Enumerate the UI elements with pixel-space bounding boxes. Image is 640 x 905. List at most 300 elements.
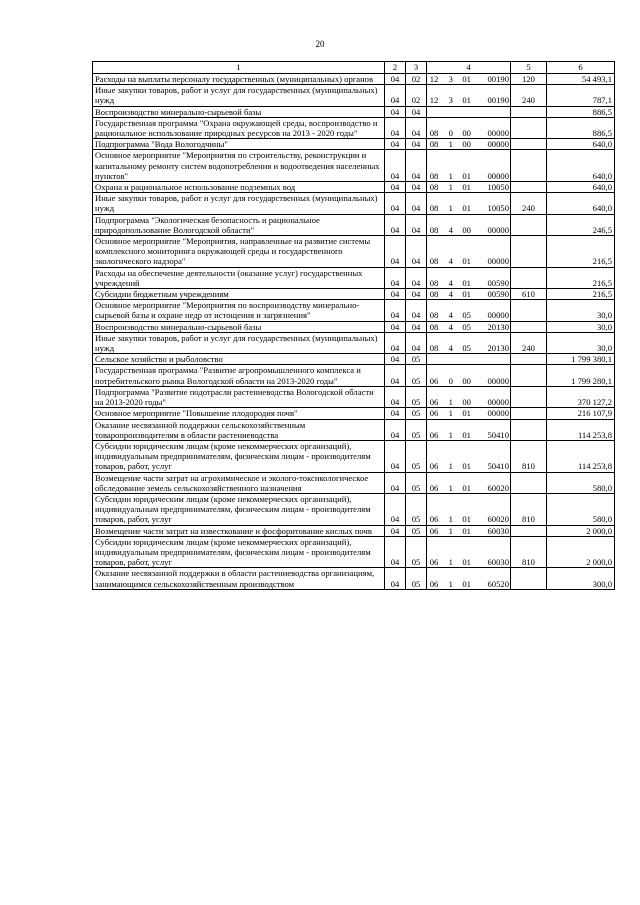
target-article-code-parts	[428, 579, 509, 589]
table-row	[93, 150, 615, 182]
code-part: 1	[448, 578, 453, 589]
code-part: 50410	[487, 429, 509, 440]
code-part: 01	[462, 461, 471, 472]
table-row	[93, 236, 615, 268]
code-part: 10050	[487, 182, 509, 193]
code-part: 01	[462, 578, 471, 589]
code-part: 06	[429, 525, 439, 536]
amount-value: 640,0	[547, 182, 615, 193]
amount-value: 300,0	[547, 568, 615, 589]
code-part: 00	[462, 128, 471, 139]
expense-type-code	[511, 267, 547, 288]
table-row	[93, 332, 615, 353]
section-code: 04	[385, 321, 406, 332]
section-code: 04	[385, 214, 406, 235]
section-code: 04	[385, 408, 406, 419]
row-description: Иные закупки товаров, работ и услуг для государственных (муниципальных) нужд	[93, 85, 385, 106]
row-description: Субсидии юридическим лицам (кроме некоммерческих организаций), индивидуальным предпринимателям, физическим лицам - производителям товаров, работ, услуг	[93, 536, 385, 568]
code-part: 08	[429, 321, 439, 332]
subsection-code: 04	[406, 321, 427, 332]
target-article-code	[427, 493, 511, 525]
code-part: 00000	[487, 408, 509, 419]
code-part: 01	[462, 525, 471, 536]
column-header: 5	[511, 62, 547, 74]
row-description: Подпрограмма "Вода Вологодчины"	[93, 139, 385, 150]
row-description: Оказание несвязанной поддержки сельскохозяйственным товаропроизводителям в области растениеводства	[93, 419, 385, 440]
table-row	[93, 117, 615, 138]
amount-value: 246,5	[547, 214, 615, 235]
amount-value: 370 127,2	[547, 386, 615, 407]
subsection-code: 05	[406, 440, 427, 472]
subsection-code: 05	[406, 419, 427, 440]
expense-type-code	[511, 214, 547, 235]
code-part: 08	[429, 343, 439, 354]
table-row	[93, 493, 615, 525]
code-part: 3	[448, 95, 453, 106]
target-article-code-parts	[428, 397, 509, 407]
expense-type-code	[511, 419, 547, 440]
row-description: Воспроизводство минерально-сырьевой базы	[93, 106, 385, 117]
table-row	[93, 321, 615, 332]
expense-type-code	[511, 236, 547, 268]
section-code: 04	[385, 525, 406, 536]
code-part: 01	[462, 256, 471, 267]
amount-value: 640,0	[547, 193, 615, 214]
target-article-code-parts	[428, 74, 509, 84]
target-article-code-parts	[428, 203, 509, 213]
target-article-code-parts	[428, 182, 509, 192]
target-article-code-parts	[428, 139, 509, 149]
expense-type-code: 810	[511, 536, 547, 568]
code-part: 1	[448, 525, 453, 536]
amount-value: 2 000,0	[547, 525, 615, 536]
section-code: 04	[385, 106, 406, 117]
table-row	[93, 354, 615, 365]
target-article-code	[427, 332, 511, 353]
amount-value: 30,0	[547, 300, 615, 321]
target-article-code-parts	[428, 461, 509, 471]
target-article-code	[427, 354, 511, 365]
code-part: 08	[429, 203, 439, 214]
row-description: Расходы на выплаты персоналу государственных (муниципальных) органов	[93, 74, 385, 85]
table-row	[93, 139, 615, 150]
subsection-code: 05	[406, 472, 427, 493]
row-description: Воспроизводство минерально-сырьевой базы	[93, 321, 385, 332]
section-code: 04	[385, 267, 406, 288]
target-article-code-parts	[428, 171, 509, 181]
row-description: Субсидии юридическим лицам (кроме некоммерческих организаций), индивидуальным предпринимателям, физическим лицам - производителям товаров, работ, услуг	[93, 493, 385, 525]
target-article-code	[427, 150, 511, 182]
row-description: Государственная программа "Развитие агропромышленного комплекса и потребительского рынка Вологодской области на 2013-2020 годы"	[93, 365, 385, 386]
row-description: Субсидии бюджетным учреждениям	[93, 289, 385, 300]
expense-type-code	[511, 408, 547, 419]
column-header: 3	[406, 62, 427, 74]
section-code: 04	[385, 193, 406, 214]
code-part: 06	[429, 482, 439, 493]
row-description: Основное мероприятие "Мероприятия по строительству, реконструкции и капитальному ремонту систем водопотребления и водоотведения населенных пунктов"	[93, 150, 385, 182]
section-code: 04	[385, 74, 406, 85]
row-description: Подпрограмма "Развитие подотрасли растениеводства Вологодской области на 2013-2020 годы"	[93, 386, 385, 407]
section-code: 04	[385, 365, 406, 386]
expense-type-code	[511, 106, 547, 117]
table-row	[93, 386, 615, 407]
code-part: 12	[429, 74, 439, 84]
amount-value: 787,1	[547, 85, 615, 106]
target-article-code-parts	[428, 95, 509, 105]
column-header: 4	[427, 62, 511, 74]
subsection-code: 05	[406, 525, 427, 536]
code-part: 00000	[487, 139, 509, 150]
code-part: 1	[448, 557, 453, 568]
code-part: 1	[448, 397, 453, 408]
target-article-code	[427, 408, 511, 419]
code-part: 01	[462, 277, 471, 288]
subsection-code: 05	[406, 386, 427, 407]
section-code: 04	[385, 568, 406, 589]
subsection-code: 05	[406, 365, 427, 386]
code-part: 08	[429, 224, 439, 235]
row-description: Основное мероприятие "Повышение плодородия почв"	[93, 408, 385, 419]
amount-value: 30,0	[547, 321, 615, 332]
code-part: 0	[448, 128, 453, 139]
code-part: 08	[429, 289, 439, 300]
amount-value: 114 253,8	[547, 440, 615, 472]
section-code: 04	[385, 182, 406, 193]
code-part: 06	[429, 578, 439, 589]
subsection-code: 04	[406, 332, 427, 353]
code-part: 08	[429, 256, 439, 267]
subsection-code: 04	[406, 182, 427, 193]
code-part: 08	[429, 170, 439, 181]
section-code: 04	[385, 386, 406, 407]
target-article-code-parts	[428, 256, 509, 266]
target-article-code	[427, 472, 511, 493]
code-part: 06	[429, 397, 439, 408]
code-part: 1	[448, 408, 453, 419]
target-article-code	[427, 386, 511, 407]
table-row	[93, 214, 615, 235]
target-article-code-parts	[428, 408, 509, 418]
code-part: 10050	[487, 203, 509, 214]
code-part: 01	[462, 429, 471, 440]
table-row	[93, 267, 615, 288]
subsection-code: 04	[406, 150, 427, 182]
table-row	[93, 536, 615, 568]
section-code: 04	[385, 139, 406, 150]
code-part: 4	[448, 321, 453, 332]
code-part: 00	[462, 375, 471, 386]
column-header: 1	[93, 62, 385, 74]
code-part: 06	[429, 375, 439, 386]
target-article-code-parts	[428, 310, 509, 320]
code-part: 06	[429, 408, 439, 419]
code-part: 00000	[487, 128, 509, 139]
code-part: 3	[448, 74, 453, 84]
amount-value: 580,0	[547, 493, 615, 525]
code-part: 00000	[487, 310, 509, 321]
target-article-code	[427, 536, 511, 568]
column-header: 2	[385, 62, 406, 74]
code-part: 60020	[487, 482, 509, 493]
section-code: 04	[385, 493, 406, 525]
target-article-code	[427, 440, 511, 472]
code-part: 00590	[487, 277, 509, 288]
row-description: Основное мероприятие "Мероприятия, направленные на развитие системы комплексного мониторинга окружающей среды и государственного экологического надзора"	[93, 236, 385, 268]
table-row	[93, 408, 615, 419]
target-article-code	[427, 139, 511, 150]
code-part: 4	[448, 289, 453, 300]
target-article-code-parts	[428, 430, 509, 440]
table-row	[93, 472, 615, 493]
target-article-code	[427, 85, 511, 106]
code-part: 01	[462, 95, 471, 106]
code-part: 00000	[487, 170, 509, 181]
code-part: 05	[462, 343, 471, 354]
row-description: Подпрограмма "Экологическая безопасность и рациональное природопользование Вологодской области"	[93, 214, 385, 235]
amount-value: 886,5	[547, 117, 615, 138]
code-part: 08	[429, 310, 439, 321]
subsection-code: 04	[406, 300, 427, 321]
subsection-code: 05	[406, 568, 427, 589]
target-article-code-parts	[428, 376, 509, 386]
subsection-code: 02	[406, 85, 427, 106]
target-article-code-parts	[428, 225, 509, 235]
section-code: 04	[385, 289, 406, 300]
subsection-code: 04	[406, 139, 427, 150]
row-description: Расходы на обеспечение деятельности (оказание услуг) государственных учреждений	[93, 267, 385, 288]
target-article-code-parts	[428, 322, 509, 332]
target-article-code	[427, 106, 511, 117]
table-row	[93, 182, 615, 193]
page-number: 20	[315, 39, 325, 49]
row-description: Государственная программа "Охрана окружающей среды, воспроизводство и рациональное использование природных ресурсов на 2013 - 2020 годы"	[93, 117, 385, 138]
expense-type-code	[511, 568, 547, 589]
code-part: 12	[429, 95, 439, 106]
code-part: 00000	[487, 397, 509, 408]
code-part: 08	[429, 128, 439, 139]
code-part: 60030	[487, 557, 509, 568]
section-code: 04	[385, 354, 406, 365]
section-code: 04	[385, 440, 406, 472]
amount-value: 640,0	[547, 139, 615, 150]
code-part: 1	[448, 461, 453, 472]
code-part: 01	[462, 203, 471, 214]
expense-type-code: 240	[511, 332, 547, 353]
row-description: Иные закупки товаров, работ и услуг для государственных (муниципальных) нужд	[93, 332, 385, 353]
subsection-code: 04	[406, 267, 427, 288]
section-code: 04	[385, 419, 406, 440]
target-article-code	[427, 300, 511, 321]
code-part: 1	[448, 514, 453, 525]
code-part: 1	[448, 203, 453, 214]
amount-value: 216,5	[547, 236, 615, 268]
code-part: 05	[462, 310, 471, 321]
target-article-code-parts	[428, 483, 509, 493]
code-part: 00590	[487, 289, 509, 300]
code-part: 60020	[487, 514, 509, 525]
code-part: 1	[448, 139, 453, 150]
expense-type-code: 610	[511, 289, 547, 300]
code-part: 00	[462, 224, 471, 235]
row-description: Иные закупки товаров, работ и услуг для государственных (муниципальных) нужд	[93, 193, 385, 214]
target-article-code-parts	[428, 278, 509, 288]
target-article-code	[427, 74, 511, 85]
code-part: 00190	[487, 95, 509, 106]
code-part: 00000	[487, 375, 509, 386]
section-code: 04	[385, 300, 406, 321]
amount-value: 640,0	[547, 150, 615, 182]
table-row	[93, 419, 615, 440]
expense-type-code	[511, 472, 547, 493]
amount-value: 1 799 280,1	[547, 365, 615, 386]
target-article-code	[427, 289, 511, 300]
target-article-code	[427, 321, 511, 332]
row-description: Возмещение части затрат на агрохимическое и эколого-токсикологическое обследование земель сельскохозяйственного назначения	[93, 472, 385, 493]
target-article-code	[427, 236, 511, 268]
amount-value: 580,0	[547, 472, 615, 493]
table-row	[93, 300, 615, 321]
code-part: 60520	[487, 578, 509, 589]
target-article-code	[427, 182, 511, 193]
table-body	[93, 74, 615, 590]
expense-type-code	[511, 525, 547, 536]
expense-type-code: 810	[511, 493, 547, 525]
subsection-code: 04	[406, 236, 427, 268]
expense-type-code	[511, 182, 547, 193]
subsection-code: 04	[406, 289, 427, 300]
expense-type-code: 810	[511, 440, 547, 472]
table-row	[93, 525, 615, 536]
subsection-code: 05	[406, 354, 427, 365]
expense-type-code: 240	[511, 193, 547, 214]
expense-type-code	[511, 386, 547, 407]
section-code: 04	[385, 536, 406, 568]
amount-value: 216,5	[547, 267, 615, 288]
subsection-code: 05	[406, 493, 427, 525]
expense-type-code	[511, 139, 547, 150]
code-part: 00	[462, 397, 471, 408]
amount-value: 2 000,0	[547, 536, 615, 568]
code-part: 4	[448, 343, 453, 354]
code-part: 05	[462, 321, 471, 332]
amount-value: 216 107,9	[547, 408, 615, 419]
code-part: 4	[448, 256, 453, 267]
target-article-code-parts	[428, 526, 509, 536]
subsection-code: 04	[406, 106, 427, 117]
code-part: 01	[462, 289, 471, 300]
target-article-code-parts	[428, 557, 509, 567]
row-description: Основное мероприятие "Мероприятия по воспроизводству минерально-сырьевой базы и охране недр от истощения и загрязнения"	[93, 300, 385, 321]
code-part: 01	[462, 557, 471, 568]
section-code: 04	[385, 472, 406, 493]
section-code: 04	[385, 85, 406, 106]
target-article-code-parts	[428, 514, 509, 524]
target-article-code-parts	[428, 128, 509, 138]
code-part: 01	[462, 514, 471, 525]
code-part: 1	[448, 182, 453, 193]
code-part: 20130	[487, 321, 509, 332]
target-article-code	[427, 419, 511, 440]
code-part: 01	[462, 482, 471, 493]
code-part: 1	[448, 170, 453, 181]
amount-value: 54 493,1	[547, 74, 615, 85]
row-description: Субсидии юридическим лицам (кроме некоммерческих организаций), индивидуальным предпринимателям, физическим лицам - производителям товаров, работ, услуг	[93, 440, 385, 472]
target-article-code	[427, 525, 511, 536]
code-part: 08	[429, 139, 439, 150]
code-part: 4	[448, 310, 453, 321]
code-part: 00	[462, 139, 471, 150]
code-part: 00190	[487, 74, 509, 84]
code-part: 08	[429, 277, 439, 288]
target-article-code	[427, 365, 511, 386]
row-description: Охрана и рациональное использование подземных вод	[93, 182, 385, 193]
code-part: 20130	[487, 343, 509, 354]
code-part: 01	[462, 170, 471, 181]
table-row	[93, 193, 615, 214]
code-part: 1	[448, 482, 453, 493]
target-article-code	[427, 267, 511, 288]
section-code: 04	[385, 117, 406, 138]
subsection-code: 05	[406, 408, 427, 419]
amount-value: 216,5	[547, 289, 615, 300]
table-row	[93, 440, 615, 472]
code-part: 01	[462, 182, 471, 193]
expense-type-code	[511, 300, 547, 321]
code-part: 06	[429, 429, 439, 440]
code-part: 1	[448, 429, 453, 440]
amount-value: 1 799 380,1	[547, 354, 615, 365]
subsection-code: 04	[406, 117, 427, 138]
table-header-row	[93, 62, 615, 74]
section-code: 04	[385, 236, 406, 268]
table-row	[93, 85, 615, 106]
budget-table	[92, 61, 615, 590]
code-part: 60030	[487, 525, 509, 536]
target-article-code	[427, 214, 511, 235]
expense-type-code	[511, 321, 547, 332]
amount-value: 30,0	[547, 332, 615, 353]
table-row	[93, 106, 615, 117]
code-part: 01	[462, 408, 471, 419]
target-article-code	[427, 193, 511, 214]
code-part: 4	[448, 224, 453, 235]
column-header: 6	[547, 62, 615, 74]
code-part: 50410	[487, 461, 509, 472]
target-article-code	[427, 117, 511, 138]
row-description: Сельское хозяйство и рыболовство	[93, 354, 385, 365]
code-part: 06	[429, 461, 439, 472]
subsection-code: 04	[406, 193, 427, 214]
expense-type-code	[511, 354, 547, 365]
expense-type-code	[511, 117, 547, 138]
subsection-code: 02	[406, 74, 427, 85]
code-part: 06	[429, 514, 439, 525]
table-row	[93, 289, 615, 300]
code-part: 06	[429, 557, 439, 568]
expense-type-code	[511, 150, 547, 182]
amount-value: 114 253,8	[547, 419, 615, 440]
expense-type-code	[511, 365, 547, 386]
section-code: 04	[385, 332, 406, 353]
target-article-code	[427, 568, 511, 589]
row-description: Возмещение части затрат на известкование и фосфоритование кислых почв	[93, 525, 385, 536]
subsection-code: 04	[406, 214, 427, 235]
row-description: Оказание несвязанной поддержки в области растениеводства организациям, занимающимся сельскохозяйственным производством	[93, 568, 385, 589]
code-part: 00000	[487, 224, 509, 235]
table-row	[93, 365, 615, 386]
expense-type-code: 240	[511, 85, 547, 106]
subsection-code: 05	[406, 536, 427, 568]
